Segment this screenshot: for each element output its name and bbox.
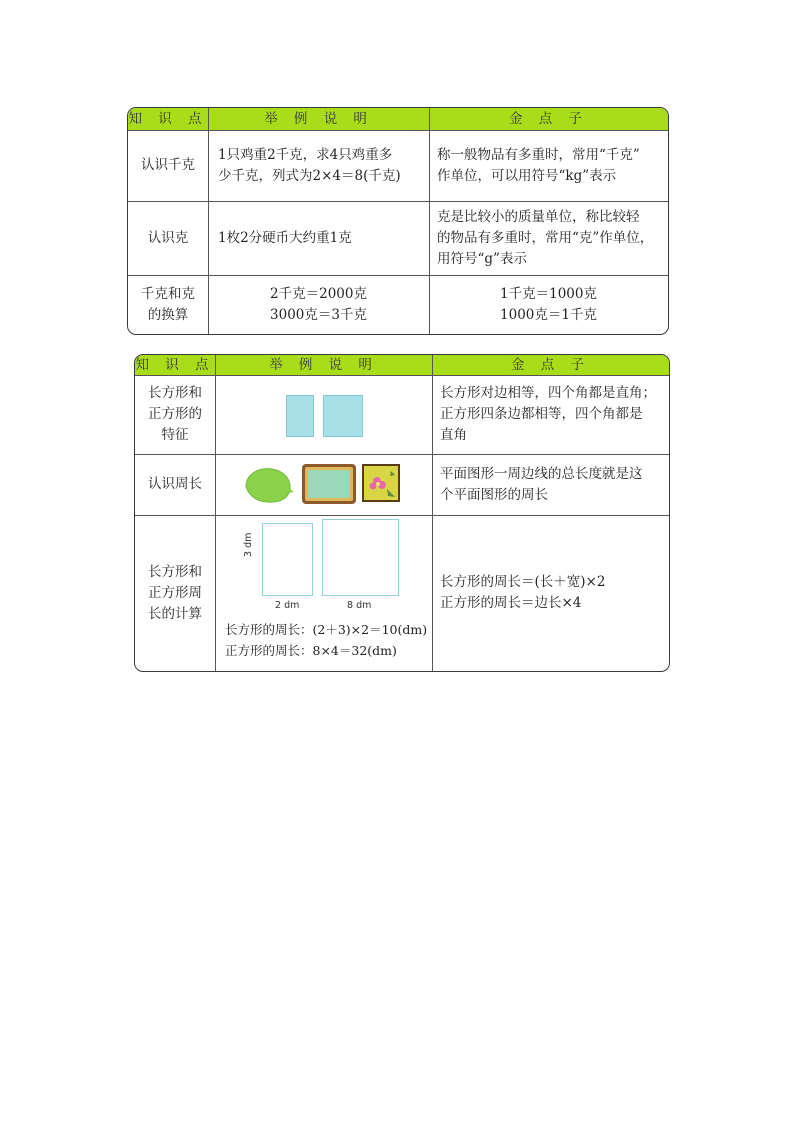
topic-conversion [128, 275, 208, 334]
header-knowledge-point: 知 识 点 [128, 108, 208, 130]
tip-line: 平面图形一周边线的总长度就是这 [440, 465, 643, 482]
tip-line: 用符号“g”表示 [437, 250, 527, 267]
tip-shape-features [440, 375, 666, 454]
height-label: 3 dm [243, 532, 254, 557]
tip-line: 克是比较小的质量单位，称比较轻 [437, 208, 640, 225]
tip-line: 作单位，可以用符号“kg”表示 [437, 167, 617, 184]
header-example: 举 例 说 明 [215, 355, 432, 375]
example-line: 1只鸡重2千克，求4只鸡重多 [218, 146, 393, 163]
topic-line: 的换算 [147, 306, 189, 323]
example-line: 长方形的周长：(2＋3)×2＝10(dm) [225, 622, 428, 637]
tip-line: 的物品有多重时，常用“克”作单位， [437, 229, 654, 246]
topic-line: 特征 [161, 427, 189, 443]
flower-card-figure [361, 463, 401, 503]
header-tips: 金 点 子 [429, 108, 668, 130]
example-perimeter-calc [225, 619, 430, 663]
rectangle-figure [286, 395, 314, 437]
tip-line: 称一般物品有多重时，常用“千克” [437, 146, 640, 163]
topic-line: 长方形和 [148, 563, 202, 580]
topic-line: 长方形和 [148, 385, 202, 401]
tip-kilogram [437, 130, 665, 201]
example-line: 正方形的周长：8×4＝32(dm) [225, 643, 397, 658]
tip-line: 正方形的周长＝边长×4 [440, 595, 582, 611]
tip-conversion [429, 275, 668, 334]
topic-perimeter-calc [135, 515, 215, 671]
square-side-label: 8 dm [347, 600, 372, 611]
tip-line: 长方形的周长＝(长＋宽)×2 [440, 574, 606, 590]
framed-rectangle-figure [301, 463, 357, 505]
tip-line: 正方形四条边都相等，四个角都是 [440, 406, 643, 422]
topic-perimeter: 认识周长 [148, 476, 202, 492]
rectangle-outline [262, 523, 313, 596]
example-line: 少千克，列式为2×4＝8(千克) [218, 167, 401, 184]
tip-perimeter-calc [440, 515, 666, 671]
leaf-figure [242, 465, 294, 505]
topic-kilogram: 认识千克 [141, 157, 195, 173]
example-line: 3000克＝3千克 [270, 306, 367, 323]
topic-line: 正方形周 [148, 584, 202, 601]
square-figure [323, 395, 363, 437]
header-knowledge-point: 知 识 点 [135, 355, 215, 375]
knowledge-table-mass [127, 107, 669, 335]
topic-gram: 认识克 [147, 229, 189, 246]
topic-shape-features [135, 375, 215, 454]
example-conversion [208, 275, 429, 334]
tip-line: 个平面图形的周长 [440, 486, 548, 503]
knowledge-table-shapes [134, 354, 670, 672]
topic-line: 正方形的 [148, 406, 202, 422]
tip-perimeter [440, 454, 666, 515]
topic-line: 千克和克 [141, 285, 195, 302]
square-outline [322, 519, 399, 596]
header-example: 举 例 说 明 [208, 108, 429, 130]
tip-line: 长方形对边相等，四个角都是直角； [440, 385, 656, 401]
example-kilogram [218, 130, 424, 201]
header-tips: 金 点 子 [432, 355, 669, 375]
example-gram: 1枚2分硬币大约重1克 [218, 229, 352, 246]
topic-line: 长的计算 [148, 605, 202, 622]
tip-line: 1000克＝1千克 [500, 306, 597, 323]
tip-line: 直角 [440, 427, 467, 443]
tip-line: 1千克＝1000克 [500, 285, 597, 302]
example-line: 2千克＝2000克 [270, 285, 367, 302]
rect-width-label: 2 dm [275, 600, 300, 611]
tip-gram [437, 201, 665, 275]
